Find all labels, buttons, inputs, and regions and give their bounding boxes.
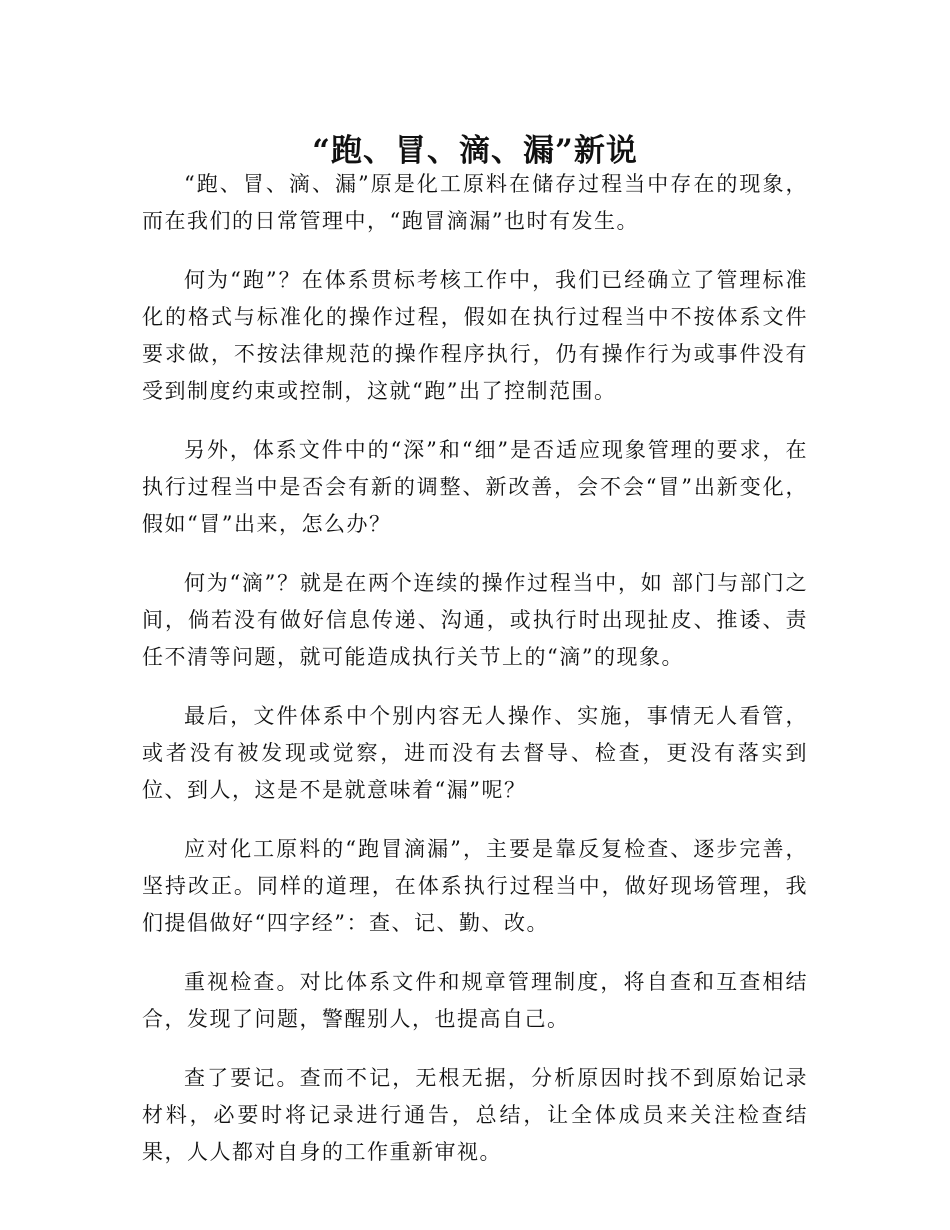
paragraph-6: 应对化工原料的“跑冒滴漏”，主要是靠反复检查、逐步完善，坚持改正。同样的道理，在体系执行过程当中，做好现场管理，我们提倡做好“四字经”：查、记、勤、改。 bbox=[142, 837, 808, 935]
paragraph-5: 最后，文件体系中个别内容无人操作、实施，事情无人看管，或者没有被发现或觉察，进而没有去督导、检查，更没有落实到位、到人，这是不是就意味着“漏”呢？ bbox=[142, 704, 808, 802]
paragraph-2: 何为“跑”？在体系贯标考核工作中，我们已经确立了管理标准化的格式与标准化的操作过程，假如在执行过程当中不按体系文件要求做，不按法律规范的操作程序执行，仍有操作行为或事件没有受到制度约束或控制，这就“跑”出了控制范围。 bbox=[142, 268, 808, 403]
paragraph-8: 查了要记。查而不记，无根无据，分析原因时找不到原始记录材料，必要时将记录进行通告，总结，让全体成员来关注检查结果，人人都对自身的工作重新审视。 bbox=[142, 1066, 808, 1164]
paragraph-3: 另外，体系文件中的“深”和“细”是否适应现象管理的要求，在执行过程当中是否会有新的调整、新改善，会不会“冒”出新变化，假如“冒”出来，怎么办？ bbox=[142, 438, 808, 536]
paragraph-4: 何为“滴”？就是在两个连续的操作过程当中，如 部门与部门之间，倘若没有做好信息传递、沟通，或执行时出现扯皮、推诿、责任不清等问题，就可能造成执行关节上的“滴”的现象。 bbox=[142, 571, 808, 669]
document-body bbox=[142, 166, 808, 1193]
paragraph-7: 重视检查。对比体系文件和规章管理制度，将自查和互查相结合，发现了问题，警醒别人，也提高自己。 bbox=[142, 970, 808, 1031]
document-title: “跑、冒、滴、漏”新说 bbox=[312, 132, 638, 169]
paragraph-1: “跑、冒、滴、漏”原是化工原料在储存过程当中存在的现象，而在我们的日常管理中，“跑冒滴漏”也时有发生。 bbox=[142, 172, 808, 233]
